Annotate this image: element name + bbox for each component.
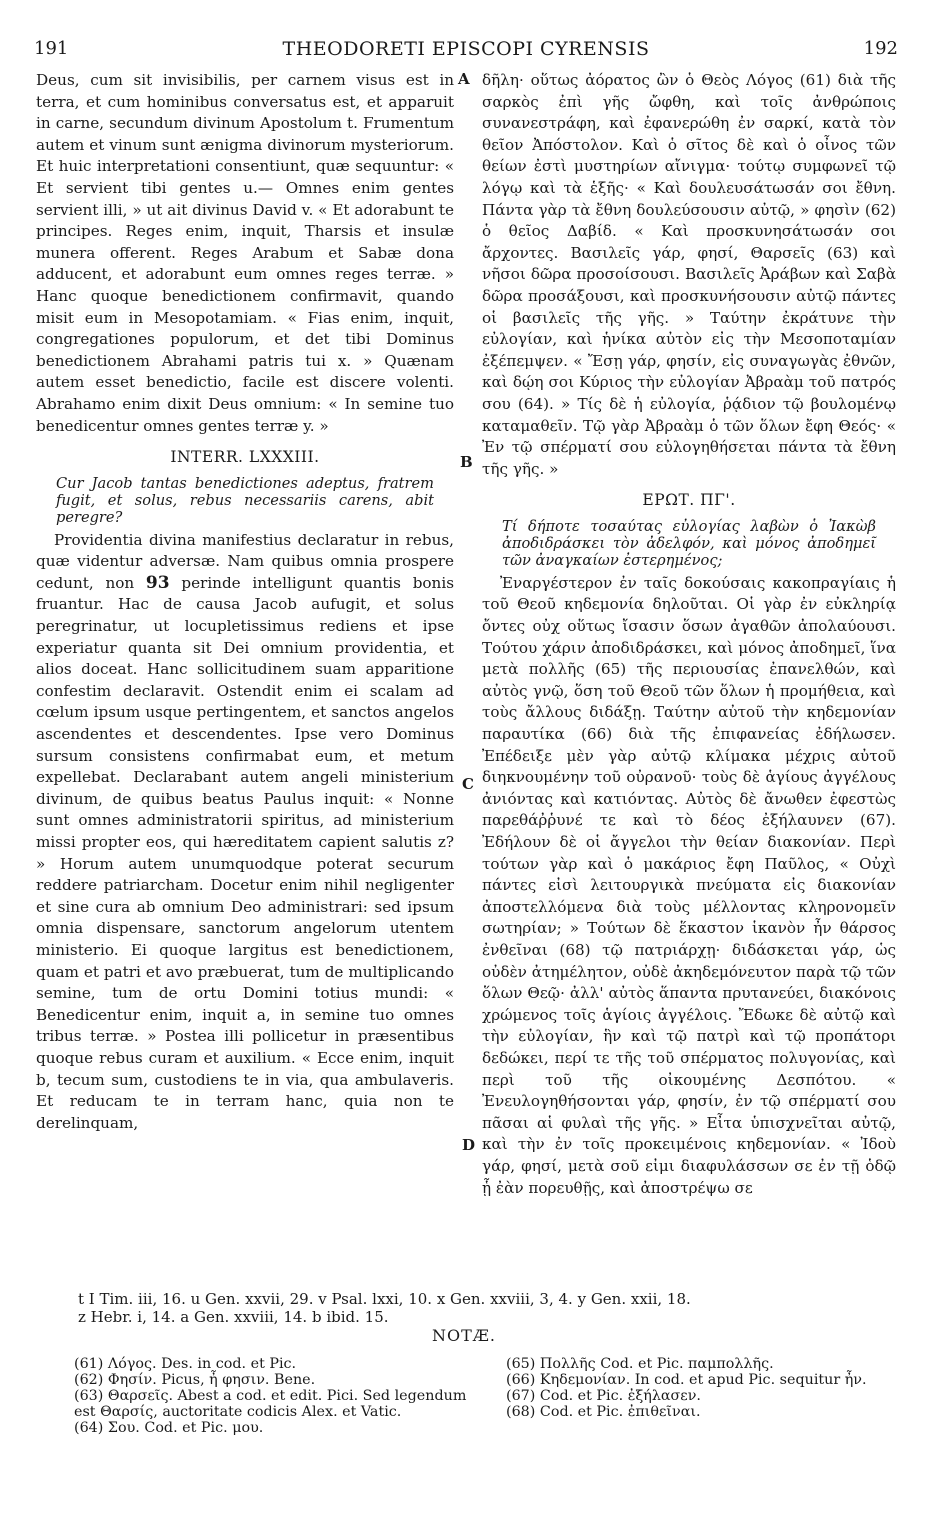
- margin-letter-d: D: [462, 1136, 476, 1154]
- note-65: (65) Πολλῆς Cod. et Pic. παμπολλῆς.: [506, 1356, 774, 1372]
- notes-heading: NOTÆ.: [432, 1326, 496, 1345]
- margin-letter-c: C: [462, 775, 474, 793]
- note-62: (62) Φησίν. Picus, ἦ φησιν. Bene.: [74, 1372, 316, 1388]
- page-number-left: 191: [34, 38, 69, 59]
- page-number-right: 192: [863, 38, 898, 59]
- greek-question-heading: ΕΡΩΤ. ΠΓ'.: [642, 491, 736, 510]
- note-66: (66) Κηδεμονίαν. In cod. et apud Pic. sequitur ἦν.: [506, 1372, 867, 1388]
- footnote-references-line1: t I Tim. iii, 16. u Gen. xxvii, 29. v Psal. lxxi, 10. x Gen. xxviii, 3, 4. y Gen. xxii, 18.: [78, 1290, 691, 1308]
- notes-right-column: [506, 1356, 898, 1420]
- greek-answer: Ἐναργέστερον ἐν ταῖς δοκούσαις κακοπραγίαις ἡ τοῦ Θεοῦ κηδεμονία δηλοῦται. Οἱ γὰρ ἐν εὐκληρίᾳ ὄντες οὐχ οὕτως ἴσασιν ὅσων ἀγαθῶν ἀπολαύουσι. Τούτου χάριν ἀποδιδράσκει, καὶ μόνος ἀποδημεῖ, ἵνα μετὰ πολλῆς (65) τῆς περιουσίας ἐπανελθών, καὶ αὐτὸς γνῷ, ὅση τοῦ Θεοῦ τῶν ὅλων ἡ προμήθεια, καὶ τοὺς ἄλλους διδάξῃ. Ταύτην αὐτοῦ τὴν κηδεμονίαν παραυτίκα (66) διὰ τῆς ἐπιφανείας ἐδήλωσεν. Ἐπέδειξε μὲν γὰρ αὐτῷ κλίμακα μέχρις αὐτοῦ διηκνουμένην τοῦ οὐρανοῦ· τοὺς δὲ ἁγίους ἀγγέλους ἀνιόντας καὶ κατιόντας. Αὐτὸς δὲ ἄνωθεν ἐφεστὼς παρεθάῤῥυνέ τε καὶ τὸ δέος ἐξήλαυνεν (67). Ἐδήλουν δὲ οἱ ἄγγελοι τὴν θείαν διακονίαν. Περὶ τούτων γὰρ καὶ ὁ μακάριος ἔφη Παῦλος, « Οὐχὶ πάντες εἰσὶ λειτουργικὰ πνεύματα εἰς διακονίαν ἀποστελλόμενα διὰ τοὺς μέλλοντας κληρονομεῖν σωτηρίαν; » Τούτων δὲ ἕκαστον ἱκανὸν ἦν θάρσος ἐνθεῖναι (68) τῷ πατριάρχῃ· διδάσκεται γάρ, ὡς οὐδὲν ἀτημέλητον, οὐδὲ ἀκηδεμόνευτον παρὰ τῷ τῶν ὅλων Θεῷ· ἀλλ' αὐτὸς ἅπαντα πρυτανεύει, διακόνοις χρώμενος τοῖς ἁγίοις ἀγγέλοις. Ἔδωκε δὲ αὐτῷ καὶ τὴν εὐλογίαν, ἣν καὶ τῷ πατρὶ καὶ τῷ προπάτορι δεδώκει, περί τε τῆς τοῦ σπέρματος πολυγονίας, καὶ περὶ τοῦ τῆς οἰκουμένης Δεσπότου. « Ἐνευλογηθήσονται γάρ, φησίν, ἐν τῷ σπέρματί σου πᾶσαι αἱ φυλαὶ τῆς γῆς. » Εἶτα ὑπισχνεῖται αὐτῷ, καὶ τὴν ἐν τοῖς προκειμένοις κηδεμονίαν. « Ἰδοὺ γάρ, φησί, μετὰ σοῦ εἰμι διαφυλάσσων σε ἐν τῇ ὁδῷ ᾗ ἐὰν πορευθῇς, καὶ ἀποστρέψω σε: [482, 573, 896, 1197]
- note-64: (64) Σου. Cod. et Pic. μου.: [74, 1420, 264, 1436]
- latin-answer: [36, 530, 454, 1135]
- note-61: (61) Λόγος. Des. in cod. et Pic.: [74, 1356, 297, 1372]
- running-title: THEODORETI EPISCOPI CYRENSIS: [282, 38, 650, 60]
- latin-text-part1: Deus, cum sit invisibilis, per carnem visus est in terra, et cum hominibus conversatus est, et apparuit in carne, secundum divinum Apostolum t. Frumentum autem et vinum sunt ænigma divinorum mysteriorum. Et huic interpretationi consentiunt, quæ sequuntur: « Et servient tibi gentes u.— Omnes enim gentes servient illi, » ut ait divinus David v. « Et adorabunt te principes. Reges enim, inquit, Tharsis et insulæ munera offerent. Reges Arabum et Sabæ dona adducent, et adorabunt eum omnes reges terræ. » Hanc quoque benedictionem confirmavit, quando misit eum in Mesopotamiam. « Fias enim, inquit, congregationes populorum, et det tibi Dominus benedictionem Abrahami patris tui x. » Quænam autem esset benedictio, facile est discere volenti. Abrahamo enim dixit Deus omnium: « In semine tuo benedicentur omnes gentes terræ y. »: [36, 71, 454, 435]
- note-68: (68) Cod. et Pic. ἐπιθεῖναι.: [506, 1404, 701, 1420]
- footnote-references-line2: z Hebr. i, 14. a Gen. xxviii, 14. b ibid. 15.: [78, 1308, 389, 1326]
- latin-answer-part-b: perinde intelligunt quantis bonis fruantur. Hac de causa Jacob aufugit, et solus peregrinatur, ut locupletissimus rediens et ipse experiatur quanta sit Dei omnium providentia, et alios doceat. Hanc sollicitudinem suam apparitione confestim declaravit. Ostendit enim ei scalam ad cœlum ipsum usque pertingentem, et sanctos angelos ascendentes et descendentes. Ipse vero Dominus sursum consistens confirmabat eum, et metum expellebat. Declarabant autem angeli ministerium divinum, de quibus beatus Paulus inquit: « Nonne sunt omnes administratorii spiritus, ad ministerium missi propter eos, qui hæreditatem capient salutis z? » Horum autem unumquodque poterat securum reddere patriarcham. Docetur enim nihil negligenter et sine cura ab omnium Deo administrari: sed ipsum omnia dispensare, sanctorum angelorum utentem ministerio. Ei quoque largitus est benedictionem, quam et patri et avo præbuerat, tum de multiplicando semine, tum de ortu Domini totius mundi: « Benedicentur enim, inquit a, in semine tuo omnes tribus terræ. » Postea illi pollicetur in præsentibus quoque rebus curam et auxilium. « Ecce enim, inquit b, tecum sum, custodiens te in via, qua ambulaveris. Et reducam te in terram hanc, quia non te derelinquam,: [36, 573, 454, 1132]
- greek-question: Τί δήποτε τοσαύτας εὐλογίας λαβὼν ὁ Ἰακὼβ ἀποδιδράσκει τὸν ἀδελφόν, καὶ μόνος ἀποδημεῖ τῶν ἀναγκαίων ἐστερημένος;: [502, 517, 876, 569]
- note-63: (63) Θαρσεῖς. Abest a cod. et edit. Pici. Sed legendum est Θαρσίς, auctoritate codicis Alex. et Vatic.: [74, 1388, 467, 1420]
- running-header: [34, 38, 898, 64]
- latin-question-heading: INTERR. LXXXIII.: [170, 448, 320, 467]
- column-number-marker: 93: [145, 572, 170, 593]
- greek-column: [482, 70, 896, 1199]
- margin-letter-a: A: [458, 70, 470, 88]
- greek-text-part1: δῆλη· οὕτως ἀόρατος ὢν ὁ Θεὸς Λόγος (61) διὰ τῆς σαρκὸς ἐπὶ γῆς ὤφθη, καὶ τοῖς ἀνθρώποις συνανεστράφη, καὶ ἐφανερώθη ἐν σαρκί, κατὰ τὸν θεῖον Ἀπόστολον. Καὶ ὁ σῖτος δὲ καὶ ὁ οἶνος τῶν θείων ἐστὶ μυστηρίων αἴνιγμα· τούτῳ συμφωνεῖ τῷ λόγῳ καὶ τὰ ἑξῆς· « Καὶ δουλευσάτωσάν σοι ἔθνη. Πάντα γὰρ τὰ ἔθνη δουλεύσουσιν αὐτῷ, » φησὶν (62) ὁ θεῖος Δαβίδ. « Καὶ προσκυνησάτωσάν σοι ἄρχοντες. Βασιλεῖς γάρ, φησί, Θαρσεῖς (63) καὶ νῆσοι δῶρα προσοίσουσι. Βασιλεῖς Ἀράβων καὶ Σαβὰ δῶρα προσάξουσι, καὶ προσκυνήσουσιν αὐτῷ πάντες οἱ βασιλεῖς τῆς γῆς. » Ταύτην ἐκράτυνε τὴν εὐλογίαν, καὶ ἡνίκα αὐτὸν εἰς τὴν Μεσοποταμίαν ἐξέπεμψεν. « Ἔσῃ γάρ, φησίν, εἰς συναγωγὰς ἐθνῶν, καὶ δῴη σοι Κύριος τὴν εὐλογίαν Ἀβραὰμ τοῦ πατρός σου (64). » Τίς δὲ ἡ εὐλογία, ῥᾴδιον τῷ βουλομένῳ καταμαθεῖν. Τῷ γὰρ Ἀβραὰμ ὁ τῶν ὅλων ἔφη Θεός· « Ἐν τῷ σπέρματί σου εὐλογηθήσεται πάντα τὰ ἔθνη τῆς γῆς. »: [482, 71, 896, 478]
- notes-left-column: [74, 1356, 472, 1436]
- latin-question: Cur Jacob tantas benedictiones adeptus, fratrem fugit, et solus, rebus necessariis carens, abit peregre?: [56, 474, 434, 526]
- footnote-references: [78, 1290, 898, 1326]
- latin-answer-part-a: Providentia divina manifestius declaratur in rebus, quæ videntur adversæ. Nam quibus omnia prospere cedunt, non: [36, 530, 454, 592]
- note-67: (67) Cod. et Pic. ἐξήλασεν.: [506, 1388, 701, 1404]
- latin-column: [36, 70, 454, 1134]
- margin-letter-b: B: [460, 453, 473, 471]
